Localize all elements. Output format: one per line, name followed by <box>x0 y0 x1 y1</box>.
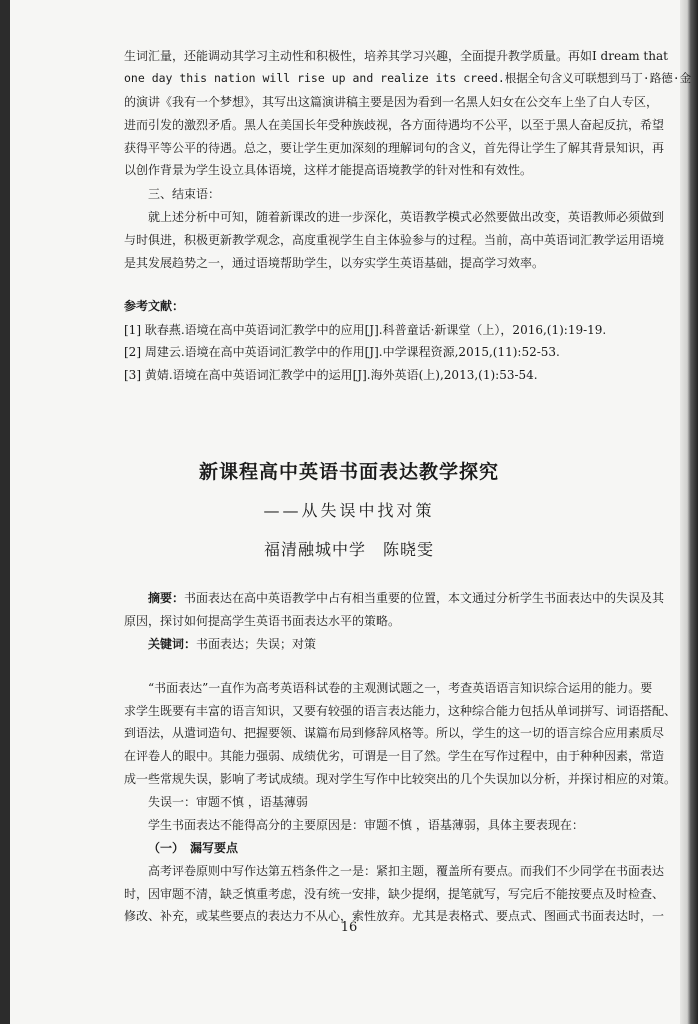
references-heading: 参考文献： <box>124 299 185 313</box>
body-line: 与时俱进，积极更新教学观念，高度重视学生自主体验参与的过程。当前，高中英语词汇教学运用语境 <box>124 233 665 247</box>
body-line: 高考评卷原则中写作达第五档条件之一是：紧扣主题，覆盖所有要点。而我们不少同学在书面表达 <box>148 864 665 878</box>
body-line: 成一些常规失误，影响了考试成绩。现对学生写作中比较突出的几个失误加以分析，并探讨相应的对策。 <box>124 772 677 786</box>
abstract-label: 摘要： <box>148 591 185 605</box>
reference-item: [2] 周建云.语境在高中英语词汇教学中的作用[J].中学课程资源,2015,(11):52-53. <box>124 345 560 359</box>
abstract-line: 原因，探讨如何提高学生英语书面表达水平的策略。 <box>124 614 401 628</box>
abstract-text: 书面表达在高中英语教学中占有相当重要的位置，本文通过分析学生书面表达中的失误及其 <box>184 591 665 605</box>
body-line: 进而引发的激烈矛盾。黑人在美国长年受种族歧视，各方面待遇均不公平，以至于黑人奋起反抗，希望 <box>124 118 665 132</box>
body-line: 在评卷人的眼中。其能力强弱、成绩优劣，可谓是一目了然。学生在写作过程中，由于种种因素，常造 <box>124 749 665 763</box>
body-line: “书面表达”一直作为高考英语科试卷的主观测试题之一，考查英语语言知识综合运用的能力。要 <box>148 681 653 695</box>
article-author: 福清融城中学 陈晓雯 <box>263 540 434 559</box>
body-line: 就上述分析中可知，随着新课改的进一步深化，英语教学模式必然要做出改变，英语教师必须做到 <box>148 210 665 224</box>
reference-item: [3] 黄婧.语境在高中英语词汇教学中的运用[J].海外英语(上),2013,(1):53-54. <box>124 368 538 382</box>
body-line: 以创作背景为学生设立具体语境，这样才能提高语境教学的针对性和有效性。 <box>124 163 533 177</box>
body-line: 生词汇量，还能调动其学习主动性和积极性，培养其学习兴趣，全面提升教学质量。再如I dream that <box>124 49 668 63</box>
body-line: 时，因审题不清，缺乏慎重考虑，没有统一安排，缺少提纲，提笔就写，写完后不能按要点及时检查、 <box>124 887 665 901</box>
body-line: 学生书面表达不能得高分的主要原因是：审题不慎 ，语基薄弱，具体主要表现在： <box>148 818 584 832</box>
body-line: 求学生既要有丰富的语言知识，又要有较强的语言表达能力，这种综合能力包括从单词拼写、词语搭配、 <box>124 704 677 718</box>
keywords-label: 关键词： <box>148 637 197 651</box>
body-line: 修改、补充，或某些要点的表达力不从心，索性放弃。尤其是表格式、要点式、图画式书面表达时，一 <box>124 909 665 923</box>
body-line: 获得平等公平的待遇。总之，要让学生更加深刻的理解词句的含义，首先得让学生了解其背景知识，再 <box>124 141 665 155</box>
page-number: 16 <box>340 920 358 935</box>
reference-item: [1] 耿春燕.语境在高中英语词汇教学中的应用[J].科普童话·新课堂（上），2016,(1):19-19. <box>124 323 607 337</box>
subsection-heading: （一） 漏写要点 <box>148 841 239 855</box>
body-line: one day this nation will rise up and realize its creed.根据全句含义可联想到马丁·路德·金 <box>124 71 692 85</box>
article-title: 新课程高中英语书面表达教学探究 <box>198 461 499 483</box>
section-heading: 三、结束语： <box>148 187 221 201</box>
body-line: 是其发展趋势之一，通过语境帮助学生，以夯实学生英语基础，提高学习效率。 <box>124 256 545 270</box>
article-subtitle: ——从失误中找对策 <box>263 501 435 520</box>
body-line: 到语法，从遣词造句、把握要领、谋篇布局到修辞风格等。所以，学生的这一切的语言综合应用素质尽 <box>124 726 665 740</box>
keywords-line <box>148 634 316 655</box>
body-line: 的演讲《我有一个梦想》，其写出这篇演讲稿主要是因为看到一名黑人妇女在公交车上坐了白人专区， <box>124 95 659 109</box>
keywords-text: 书面表达；失误；对策 <box>196 637 317 651</box>
abstract-line <box>148 588 664 609</box>
error1-heading: 失误一：审题不慎 ，语基薄弱 <box>148 795 308 809</box>
